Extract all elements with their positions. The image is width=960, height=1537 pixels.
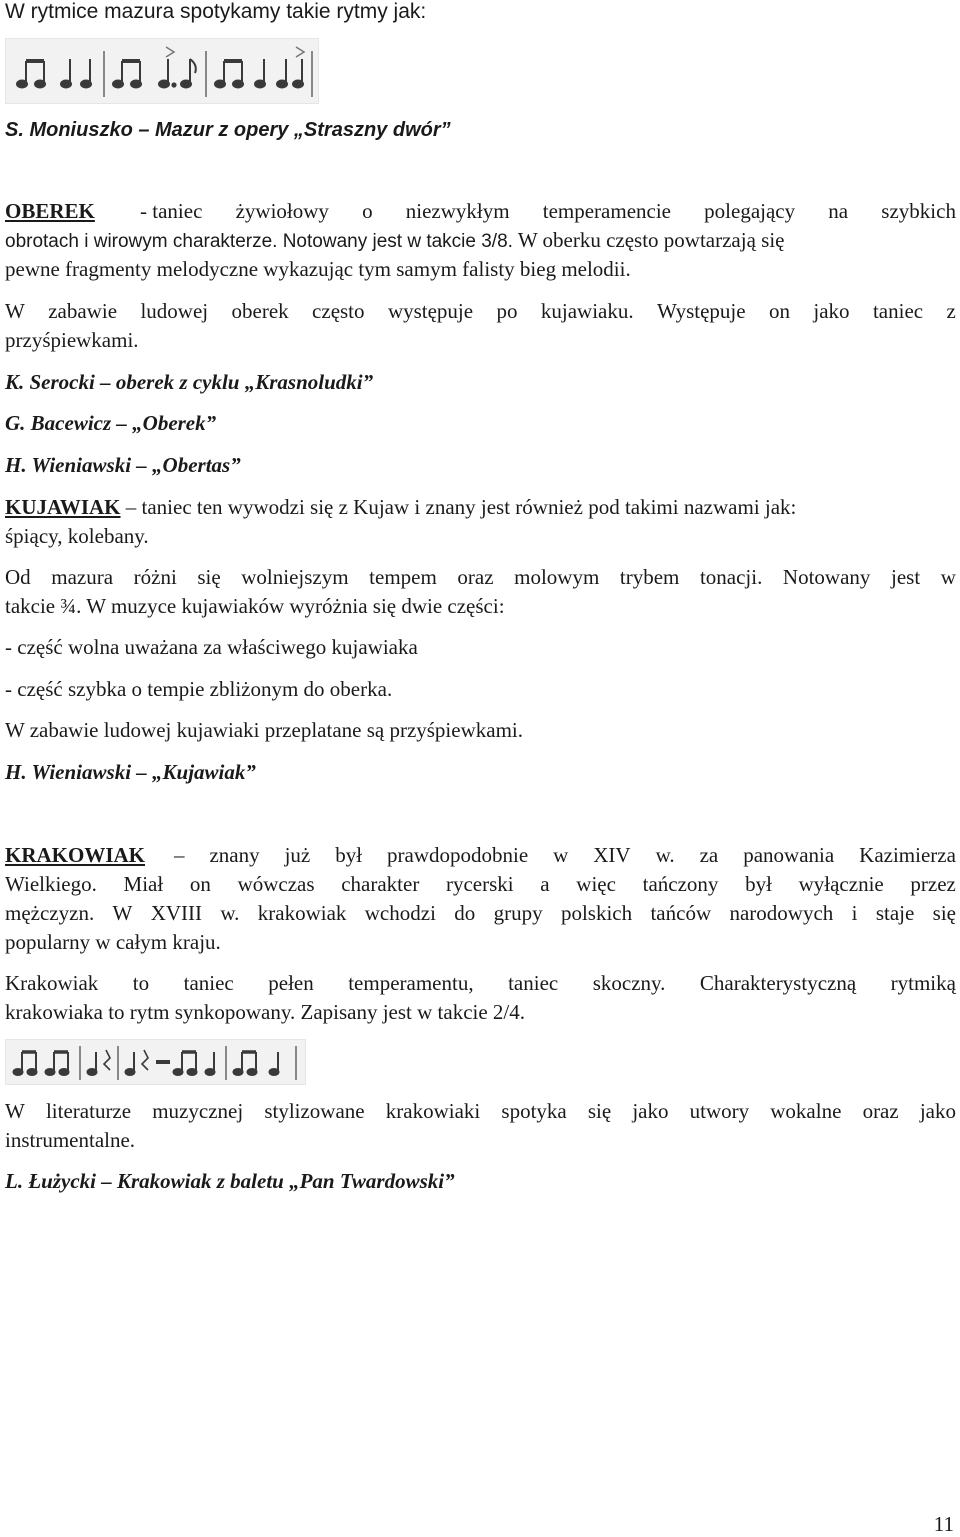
word: Krakowiak <box>5 971 99 995</box>
kujawiak-bullet-2: - część szybka o tempie zbliżonym do oberka. <box>5 677 393 701</box>
word: molowym <box>514 565 600 589</box>
word: stylizowane <box>264 1099 365 1123</box>
word: był <box>745 872 772 896</box>
krakowiak-line-8: instrumentalne. <box>5 1128 136 1152</box>
word: mężczyzn. <box>5 901 95 925</box>
word: Notowany <box>782 565 871 589</box>
word: staje <box>875 901 915 925</box>
oberek-example-2: G. Bacewicz – „Oberek” <box>5 411 217 435</box>
word: krakowiak <box>257 901 347 925</box>
word: taniec <box>508 971 559 995</box>
mazur-rhythm-image <box>5 38 319 104</box>
word: Kazimierza <box>859 843 956 867</box>
word: rycerski <box>445 872 514 896</box>
krakowiak-line-6: krakowiaka to rytm synkopowany. Zapisany jest w takcie 2/4. <box>5 1000 526 1024</box>
word: spotyka <box>501 1099 567 1123</box>
word: charakter <box>341 872 420 896</box>
word: W <box>5 299 25 323</box>
word: różni <box>133 565 177 589</box>
oberek-example-3: H. Wieniawski – „Obertas” <box>5 453 241 477</box>
word: mazura <box>51 565 114 589</box>
word: wolniejszym <box>241 565 349 589</box>
word: w <box>553 843 569 867</box>
word: oberek <box>231 299 289 323</box>
word: po <box>496 299 518 323</box>
krakowiak-line-4: popularny w całym kraju. <box>5 930 221 954</box>
word: za <box>699 843 719 867</box>
word: tempem <box>369 565 437 589</box>
word: więc <box>576 872 616 896</box>
word: Wielkiego. <box>5 872 97 896</box>
oberek-text-sans: obrotach i wirowym charakterze. Notowany jest w takcie 3/8. <box>5 231 513 252</box>
word: – <box>173 843 185 867</box>
word: się <box>932 901 956 925</box>
word: wchodzi <box>364 901 436 925</box>
oberek-line-4 <box>5 297 956 325</box>
krakowiak-line-1 <box>5 841 956 869</box>
word: o <box>362 199 373 223</box>
word: XIV <box>593 843 631 867</box>
word: już <box>284 843 311 867</box>
word: Charakterystyczną <box>699 971 857 995</box>
kujawiak-line-1 <box>5 493 796 521</box>
word: polskich <box>560 901 633 925</box>
word: wyłącznie <box>798 872 884 896</box>
rhythm-notation-icon <box>6 1040 305 1084</box>
oberek-line-5: przyśpiewkami. <box>5 328 139 352</box>
word: Miał <box>123 872 164 896</box>
word: do <box>454 901 476 925</box>
word: szybkich <box>881 199 956 223</box>
word: znany <box>209 843 260 867</box>
word: występuje <box>387 299 474 323</box>
kujawiak-line-5: W zabawie ludowej kujawiaki przeplatane są przyśpiewkami. <box>5 718 523 742</box>
word: grupy <box>493 901 543 925</box>
word: polegający <box>704 199 796 223</box>
word: on <box>769 299 790 323</box>
word: oraz <box>862 1099 899 1123</box>
krakowiak-line-7 <box>5 1097 956 1125</box>
oberek-line-3: pewne fragmenty melodyczne wykazując tym samym falisty bieg melodii. <box>5 257 631 281</box>
krakowiak-example: L. Łużycki – Krakowiak z baletu „Pan Twardowski” <box>5 1169 455 1193</box>
word: pełen <box>268 971 314 995</box>
word: skoczny. <box>592 971 666 995</box>
krakowiak-line-5 <box>5 969 956 997</box>
word: żywiołowy <box>235 199 329 223</box>
krakowiak-rhythm-image <box>5 1039 306 1085</box>
word: panowania <box>743 843 835 867</box>
intro-text: W rytmice mazura spotykamy takie rytmy jak: <box>5 0 427 23</box>
word: to <box>132 971 150 995</box>
krakowiak-line-3 <box>5 899 956 927</box>
word: w. <box>220 901 240 925</box>
word: prawdopodobnie <box>387 843 529 867</box>
word: z <box>946 299 956 323</box>
word: W <box>112 901 133 925</box>
word: ludowej <box>140 299 209 323</box>
word: się <box>197 565 221 589</box>
word: temperamentu, <box>348 971 474 995</box>
word: był <box>335 843 363 867</box>
word: tańców <box>650 901 712 925</box>
word: on <box>189 872 211 896</box>
oberek-text: W oberku często powtarzają się <box>517 228 785 252</box>
krakowiak-term: KRAKOWIAK <box>5 843 146 867</box>
word: zabawie <box>48 299 118 323</box>
oberek-term: OBEREK <box>5 199 95 223</box>
word: Od <box>5 565 31 589</box>
word: temperamencie <box>542 199 671 223</box>
word: muzycznej <box>152 1099 244 1123</box>
word: narodowych <box>729 901 834 925</box>
word: rytmiką <box>890 971 956 995</box>
kujawiak-text: – taniec ten wywodzi się z Kujaw i znany jest również pod takimi nazwami jak: <box>125 495 797 519</box>
word: się <box>587 1099 612 1123</box>
word: często <box>312 299 365 323</box>
word: trybem <box>619 565 680 589</box>
kujawiak-line-3 <box>5 563 956 591</box>
word: wokalne <box>770 1099 842 1123</box>
oberek-line-1 <box>5 197 956 225</box>
word: wówczas <box>237 872 315 896</box>
word: utwory <box>689 1099 750 1123</box>
word: kujawiaku. <box>540 299 634 323</box>
kujawiak-line-4: takcie ¾. W muzyce kujawiaków wyróżnia się dwie części: <box>5 594 505 618</box>
rhythm-notation-icon <box>6 39 318 103</box>
word: literaturze <box>45 1099 132 1123</box>
kujawiak-bullet-1: - część wolna uważana za właściwego kujawiaka <box>5 635 418 659</box>
word: na <box>828 199 849 223</box>
mazur-example: S. Moniuszko – Mazur z opery „Straszny dwór” <box>5 119 451 141</box>
word: a <box>540 872 550 896</box>
oberek-line-2 <box>5 226 784 256</box>
word: jako <box>813 299 850 323</box>
word: - taniec <box>140 199 203 223</box>
word: przez <box>910 872 956 896</box>
word: jest <box>891 565 921 589</box>
word: tańczony <box>642 872 719 896</box>
word: tonacji. <box>699 565 763 589</box>
word: niezwykłym <box>405 199 510 223</box>
oberek-example-1: K. Serocki – oberek z cyklu „Krasnoludki” <box>5 370 374 394</box>
word: XVIII <box>150 901 203 925</box>
word: jako <box>919 1099 956 1123</box>
word: w. <box>655 843 675 867</box>
word: w <box>940 565 956 589</box>
word: W <box>5 1099 25 1123</box>
word: Występuje <box>657 299 746 323</box>
word: krakowiaki <box>385 1099 481 1123</box>
kujawiak-term: KUJAWIAK <box>5 495 121 519</box>
krakowiak-line-2 <box>5 870 956 898</box>
kujawiak-line-2: śpiący, kolebany. <box>5 524 149 548</box>
word: taniec <box>183 971 234 995</box>
word: i <box>851 901 858 925</box>
page-number: 11 <box>933 1512 954 1536</box>
word: jako <box>632 1099 669 1123</box>
word: oraz <box>457 565 494 589</box>
kujawiak-example: H. Wieniawski – „Kujawiak” <box>5 760 256 784</box>
word: taniec <box>872 299 924 323</box>
